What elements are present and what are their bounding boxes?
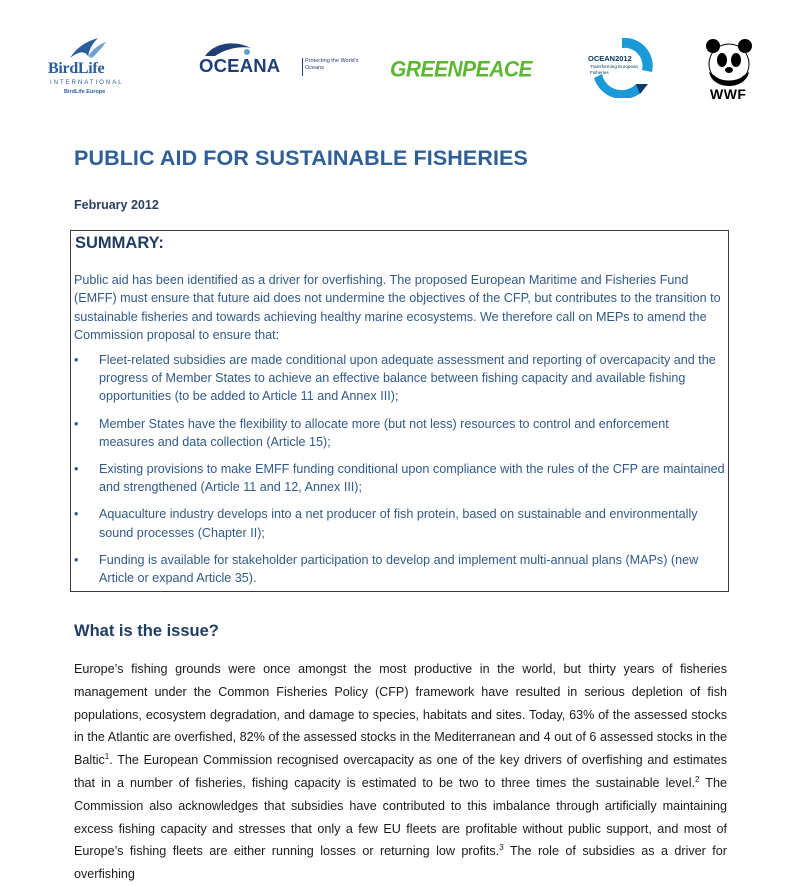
bullet-text: Member States have the flexibility to allocate more (but not less) resources to control and enforcement measures and data collection (Article 15); bbox=[99, 416, 669, 449]
bullet-text: Funding is available for stakeholder participation to develop and implement multi-annual plans (MAPs) (new Article or expand Article 35). bbox=[99, 552, 699, 586]
bullet-icon: • bbox=[74, 507, 79, 522]
list-item bbox=[71, 415, 726, 451]
document-title: PUBLIC AID FOR SUSTAINABLE FISHERIES bbox=[74, 146, 528, 170]
ocean2012-logo bbox=[582, 34, 664, 98]
section-heading-issue: What is the issue? bbox=[74, 622, 219, 640]
issue-text-4: The role of subsidies as a driver for overfishing bbox=[74, 844, 727, 882]
list-item bbox=[71, 505, 726, 541]
footnote-ref-3[interactable]: 3 bbox=[499, 843, 504, 853]
bullet-text: Fleet-related subsidies are made conditional upon adequate assessment and reporting of overcapacity and the progress of Member States to achieve an effective balance between fishing capacity and available fishing opportunities (to be added to Article 11 and Annex III); bbox=[99, 353, 716, 404]
bullet-icon: • bbox=[74, 416, 79, 431]
ocean2012-title: OCEAN2012 bbox=[588, 54, 632, 63]
oceana-divider bbox=[302, 58, 303, 76]
greenpeace-logo bbox=[390, 58, 540, 88]
wwf-wordmark: WWF bbox=[710, 86, 747, 102]
bird-icon bbox=[68, 36, 108, 62]
bullet-icon: • bbox=[74, 552, 79, 567]
bullet-icon: • bbox=[74, 353, 79, 367]
list-item bbox=[71, 551, 726, 587]
wwf-logo bbox=[703, 36, 755, 104]
bullet-text: Aquaculture industry develops into a net producer of fish protein, based on sustainable and environmentally sound processes (Chapter II); bbox=[99, 507, 698, 540]
list-item bbox=[71, 460, 726, 496]
summary-bullet-list bbox=[71, 351, 726, 596]
bullet-text: Existing provisions to make EMFF funding conditional upon compliance with the rules of the CFP are maintained and strengthened (Article 11 and 12, Annex III); bbox=[99, 462, 725, 495]
issue-text-3: The Commission also acknowledges that subsidies have contributed to this imbalance through artificially maintaining excess fishing capacity and stresses that only a few EU fleets are profitable without public support, and most of Europe’s fishing fleets are either running losses or returning low profits. bbox=[74, 775, 727, 859]
summary-heading: SUMMARY: bbox=[75, 234, 164, 252]
birdlife-wordmark: BirdLife bbox=[48, 60, 105, 77]
footnote-ref-2[interactable]: 2 bbox=[695, 774, 700, 784]
partner-logos bbox=[0, 30, 809, 110]
issue-text-2: . The European Commission recognised overcapacity as one of the key drivers of overfishing and estimates that in a number of fisheries, fishing capacity is estimated to be two to three times the sustainable level. bbox=[74, 753, 727, 790]
oceana-wordmark: OCEANA bbox=[199, 55, 281, 76]
summary-intro: Public aid has been identified as a driver for overfishing. The proposed European Maritime and Fisheries Fund (EMFF) must ensure that future aid does not undermine the objectives of the CFP, but contributes to the transition to sustainable fisheries and towards achieving healthy marine ecosystems. We therefore call on MEPs to amend the Commission proposal to ensure that: bbox=[74, 273, 721, 343]
summary-box bbox=[70, 230, 729, 592]
panda-icon bbox=[703, 36, 755, 86]
birdlife-international: INTERNATIONAL bbox=[50, 80, 124, 86]
issue-paragraph bbox=[74, 658, 727, 886]
bullet-icon: • bbox=[74, 462, 79, 477]
ocean2012-subtitle: Transforming European Fisheries bbox=[590, 64, 639, 75]
birdlife-logo bbox=[46, 36, 130, 100]
oceana-logo bbox=[195, 40, 365, 84]
greenpeace-wordmark: GREENPEACE bbox=[390, 57, 533, 82]
footnote-ref-1[interactable]: 1 bbox=[104, 752, 110, 761]
birdlife-region: BirdLife Europe bbox=[64, 89, 106, 95]
list-item bbox=[71, 351, 726, 406]
issue-text-1: Europe’s fishing grounds were once amongst the most productive in the world, but thirty years of fisheries management under the Common Fisheries Policy (CFP) framework have resulted in serious depletion of fish populations, ecosystem degradation, and damage to species, habitats and sites. Today, 63% of the assessed stocks in the Atlantic are overfished, 82% of the assessed stocks in the Mediterranean and 4 out of 6 assessed stocks in the Baltic bbox=[74, 662, 727, 768]
oceana-tagline: Protecting the World's Oceans bbox=[305, 58, 359, 71]
document-date: February 2012 bbox=[74, 198, 159, 212]
